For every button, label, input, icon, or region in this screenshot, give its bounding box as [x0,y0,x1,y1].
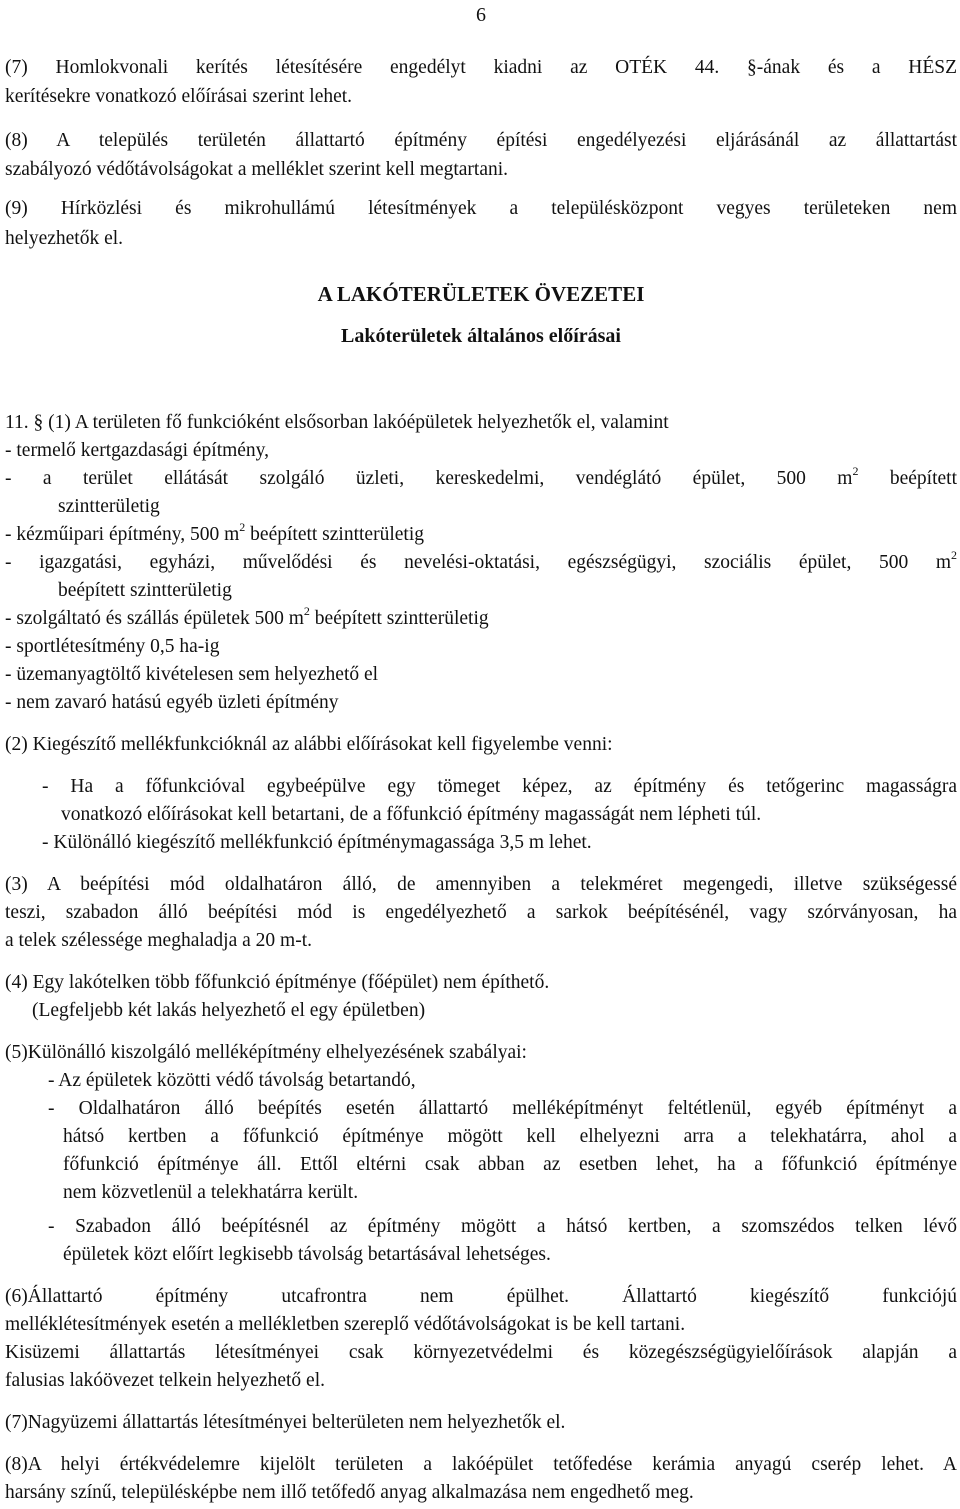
paragraph-6-line-2: melléklétesítmények esetén a mellékletben szereplő védőtávolságokat is be kell tartani. [5,1314,686,1335]
list-item: - kézműipari építmény, 500 $m^2$ beépített szintterületig [5,520,424,545]
list-item: - a terület ellátását szolgáló üzleti, kereskedelmi, vendéglátó épület, 500 $m^2$ beépített [5,464,958,489]
list-item: - Oldalhatáron álló beépítés esetén állattartó melléképítményt feltétlenül, egyéb építményt a [48,1098,957,1119]
list-item: - nem zavaró hatású egyéb üzleti építmény [5,692,339,713]
list-item: - sportlétesítmény 0,5 ha-ig [5,636,220,657]
paragraph-6-line-4: falusias lakóövezet telkein helyezhető el. [5,1370,325,1391]
paragraph-7b: (7)Nagyüzemi állattartás létesítményei belterületen nem helyezhetők el. [5,1412,566,1433]
page-number: 6 [476,4,486,26]
list-item: - Szabadon álló beépítésnél az építmény mögött a hátsó kertben, a szomszédos telken lévő [48,1216,957,1237]
paragraph-2-intro: (2) Kiegészítő mellékfunkcióknál az alábbi előírásokat kell figyelembe venni: [5,734,613,755]
list-item-continuation: szintterületig [58,496,160,517]
paragraph-7-line-1: (7) Homlokvonali kerítés létesítésére engedélyt kiadni az OTÉK 44. §-ának és a HÉSZ [5,57,957,78]
paragraph-8-line-2: szabályozó védőtávolságokat a melléklet szerint kell megtartani. [5,159,509,180]
list-item-continuation: vonatkozó előírásokat kell betartani, de a főfunkció építmény magasságát nem lépheti túl. [61,804,762,825]
list-item: - üzemanyagtöltő kivételesen sem helyezhető el [5,664,379,685]
paragraph-4-line-2: (Legfeljebb két lakás helyezhető el egy épületben) [32,1000,426,1021]
paragraph-9-line-2: helyezhetők el. [5,228,124,249]
list-item: - termelő kertgazdasági építmény, [5,440,270,461]
list-item: - Ha a főfunkcióval egybeépülve egy tömeget képez, az építmény és tetőgerinc magasságra [42,776,957,797]
section-heading: A LAKÓTERÜLETEK ÖVEZETEI [317,282,645,306]
list-item: - igazgatási, egyházi, művelődési és nevelési-oktatási, egészségügyi, szociális épület, 500 $m^2$ [5,548,957,573]
list-item: - Különálló kiegészítő mellékfunkció építménymagassága 3,5 m lehet. [42,832,592,853]
paragraph-3-line-1: (3) A beépítési mód oldalhatáron álló, de amennyiben a telekméret megengedi, illetve szükségessé [5,874,957,895]
list-item-continuation: épületek közt előírt legkisebb távolság betartásával lehetséges. [63,1244,551,1265]
list-item-continuation: beépített szintterületig [58,580,232,601]
section-11-intro: 11. § (1) A területen fő funkcióként elsősorban lakóépületek helyezhetők el, valamint [5,412,669,433]
subsection-heading: Lakóterületek általános előírásai [341,325,621,347]
paragraph-6-line-3: Kisüzemi állattartás létesítményei csak környezetvédelmi és közegészségügyielőírások alapján a [5,1342,957,1363]
paragraph-8-line-1: (8) A település területén állattartó építmény építési engedélyezési eljárásánál az állattartást [5,130,957,151]
list-item-continuation: hátsó kertben a főfunkció építménye mögött kell elhelyezni arra a telekhatárra, ahol a [63,1126,957,1147]
paragraph-3-line-2: teszi, szabadon álló beépítési mód is engedélyezhető a sarkok beépítésénél, vagy szórványosan, ha [5,902,957,923]
paragraph-8b-line-1: (8)A helyi értékvédelemre kijelölt területen a lakóépület tetőfedése kerámia anyagú cserép lehet. A [5,1454,957,1475]
paragraph-9-line-1: (9) Hírközlési és mikrohullámú létesítmények a településközpont vegyes területeken nem [5,198,957,219]
list-item: - szolgáltató és szállás épületek 500 $m^2$ beépített szintterületig [5,604,489,629]
list-item-continuation: nem közvetlenül a telekhatárra került. [63,1182,359,1203]
list-item: - Az épületek közötti védő távolság betartandó, [48,1070,416,1091]
paragraph-5-intro: (5)Különálló kiszolgáló melléképítmény elhelyezésének szabályai: [5,1042,527,1063]
paragraph-4-line-1: (4) Egy lakótelken több főfunkció építménye (főépület) nem építhető. [5,972,550,993]
paragraph-3-line-3: a telek szélessége meghaladja a 20 m-t. [5,930,312,951]
paragraph-8b-line-2: harsány színű, településképbe nem illő tetőfedő anyag alkalmazása nem engedhető meg. [5,1482,694,1503]
paragraph-6-line-1: (6)Állattartó építmény utcafrontra nem épülhet. Állattartó kiegészítő funkciójú [5,1286,957,1307]
paragraph-7-line-2: kerítésekre vonatkozó előírásai szerint lehet. [5,86,353,107]
list-item-continuation: főfunkció építménye áll. Ettől eltérni csak abban az esetben lehet, ha a főfunkció építménye [63,1154,957,1175]
